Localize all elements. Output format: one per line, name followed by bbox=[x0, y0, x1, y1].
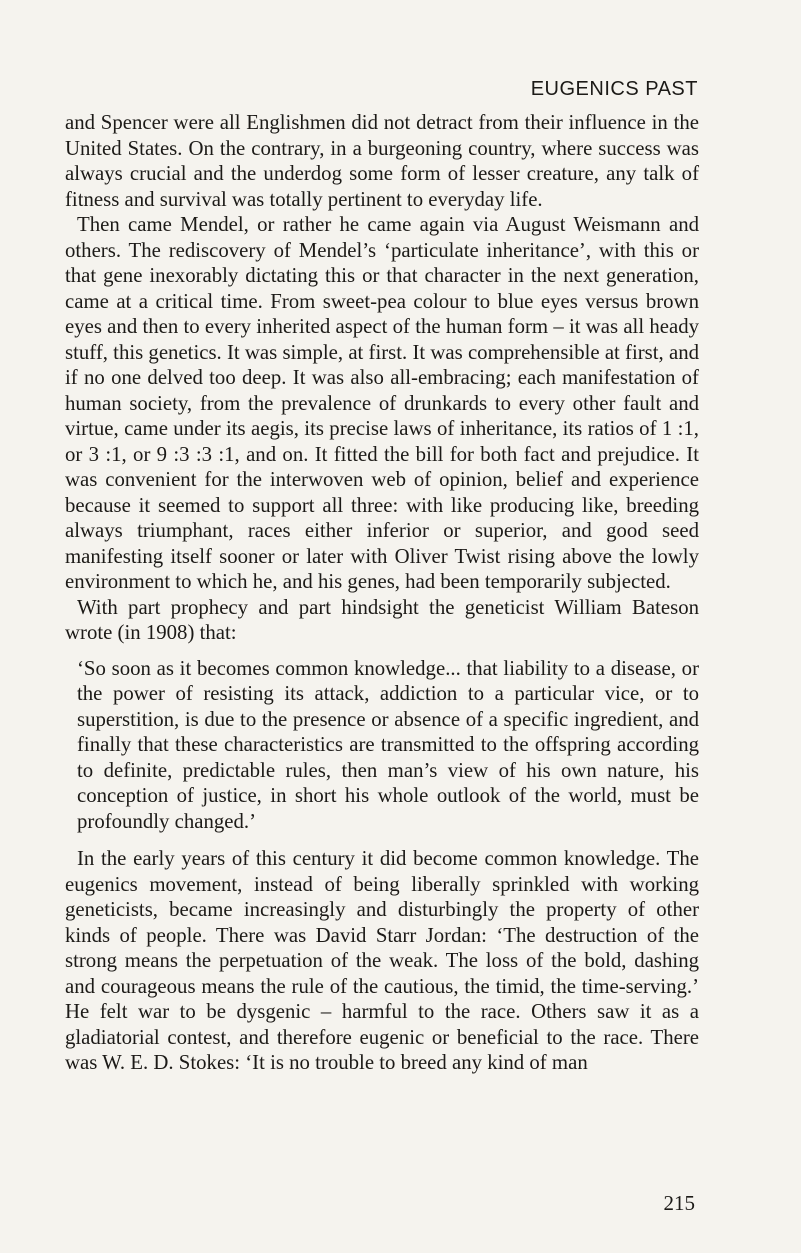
paragraph-eugenics-movement: In the early years of this century it did become common knowledge. The eugenics movement, instead of being liberally sprinkled with working geneticists, became increasingly and disturbingly the property of other kinds of people. There was David Starr Jordan: ‘The destruction of the strong means the perpetuation of the weak. The loss of the bold, dashing and courageous means the rule of the cautious, the timid, the time-serving.’ He felt war to be dysgenic – harmful to the race. Others saw it as a gladiatorial contest, and therefore eugenic or beneficial to the race. There was W. E. D. Stokes: ‘It is no trouble to breed any kind of man bbox=[65, 847, 699, 1074]
running-head: EUGENICS PAST bbox=[530, 78, 698, 100]
block-quote: ‘So soon as it becomes common knowledge... that liability to a disease, or the power of resisting its attack, addiction to a particular vice, or to superstition, is due to the presence or absence of a specific ingredient, and finally that these characteristics are transmitted to the offspring according to definite, predictable rules, then man’s view of his own nature, his conception of justice, in short his whole outlook of the world, must be profoundly changed.’ bbox=[77, 656, 699, 833]
page-number: 215 bbox=[663, 1191, 695, 1215]
paragraph-bateson-intro: With part prophecy and part hindsight the geneticist William Bateson wrote (in 1908) that: bbox=[65, 595, 699, 644]
body-text bbox=[65, 110, 699, 1076]
paragraph-continuation: and Spencer were all Englishmen did not detract from their influence in the United States. On the contrary, in a burgeoning country, where success was always crucial and the underdog some form of lesser creature, any talk of fitness and survival was totally pertinent to everyday life. bbox=[65, 111, 699, 211]
paragraph-mendel: Then came Mendel, or rather he came again via August Weismann and others. The rediscovery of Mendel’s ‘particulate inheritance’, with this or that gene inexorably dictating this or that character in the next generation, came at a critical time. From sweet-pea colour to blue eyes versus brown eyes and then to every inherited aspect of the human form – it was all heady stuff, this genetics. It was simple, at first. It was comprehensible at first, and if no one delved too deep. It was also all-embracing; each manifestation of human society, from the prevalence of drunkards to every other fault and virtue, came under its aegis, its precise laws of inheritance, its ratios of 1 :1, or 3 :1, or 9 :3 :3 :1, and on. It fitted the bill for both fact and prejudice. It was convenient for the interwoven web of opinion, belief and experience because it seemed to support all three: with like producing like, breeding always triumphant, races either inferior or superior, and good seed manifesting itself sooner or later with Oliver Twist rising above the lowly environment to which he, and his genes, had been temporarily subjected. bbox=[65, 213, 699, 593]
